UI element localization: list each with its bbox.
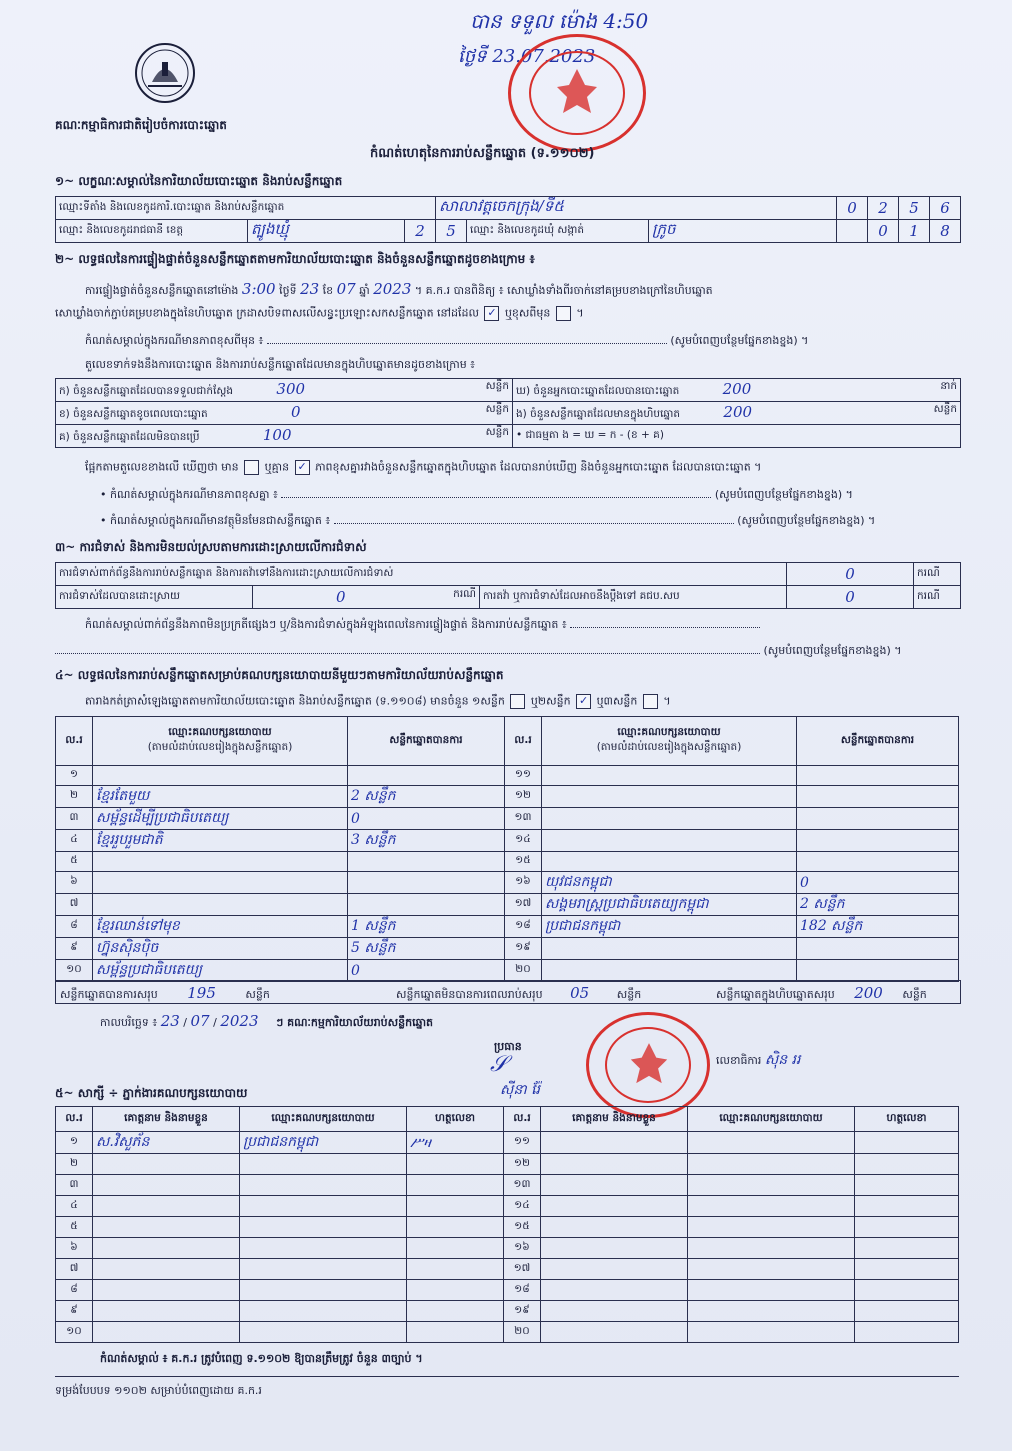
commune-code-2: 1 (899, 220, 930, 243)
table-row (56, 1154, 959, 1175)
witness-name (541, 1259, 688, 1280)
inbox-label: ង) ចំនួនសន្លឹកឆ្នោតដែលមានក្នុងហិបឆ្នោត (516, 408, 681, 420)
different-checkbox[interactable] (556, 306, 571, 321)
witness-signature (407, 1322, 504, 1343)
table-row (56, 894, 959, 916)
verification-text-d: ឆ្នាំ (359, 284, 370, 297)
party-votes (348, 852, 505, 872)
document-title: កំណត់ហេតុនៃការរាប់សន្លឹកឆ្នោត (ទ.១១០២) (370, 146, 595, 161)
station-code-2: 2 (868, 197, 899, 220)
witness-name: ស.វិសួភ័ន (93, 1132, 240, 1154)
voters-value: 200 (722, 380, 752, 398)
witness-party (240, 1238, 407, 1259)
one-sheet-checkbox[interactable] (510, 694, 525, 709)
resolved-value: 0 (336, 588, 346, 606)
section2-heading: ២~ លទ្ធផលនៃការផ្ទៀងផ្ទាត់ចំនួនសន្លឹកឆ្នោតតាមការិយាល័យបោះឆ្នោត និងចំនួនសន្លឹកឆ្នោតដូចខាងក្រោម ៖ (55, 252, 535, 266)
party-votes: 0 (797, 872, 959, 894)
province-label: ឈ្មោះ និងលេខកូដរាជធានី ខេត្ត (56, 220, 248, 243)
table-row (56, 872, 959, 894)
row-no: ១ (56, 766, 93, 786)
footer-divider (55, 1376, 959, 1377)
date-year: 2023 (220, 1012, 259, 1030)
total-valid-value: 195 (187, 984, 216, 1002)
row-no: ៦ (56, 1238, 93, 1259)
station-label: ឈ្មោះទីតាំង និងលេខកូដការិ.បោះឆ្នោត និងរាប់សន្លឹកឆ្នោត (56, 197, 436, 220)
witness-party (240, 1280, 407, 1301)
party-name (542, 766, 797, 786)
witness-party (688, 1196, 855, 1217)
party-name: សង្គមរាស្ត្រប្រជាធិបតេយ្យកម្ពុជា (542, 894, 797, 916)
witness-name (541, 1322, 688, 1343)
party-name (93, 872, 348, 894)
row-no: ១២ (505, 786, 542, 808)
party-votes: 3 សន្លឹក (348, 830, 505, 852)
chair-label: ប្រធាន (494, 1040, 522, 1053)
objections-table: ការជំទាស់ពាក់ព័ន្ធនឹងការរាប់សន្លឹកឆ្នោត និងការតវ៉ាទៅនឹងការដោះស្រាយលើការជំទាស់ 0 ករណី ការជំទាស់ដែលបានដោះស្រាយ 0 ករណី ការតវ៉ា ឬការជំទាស់ដែលអាចនឹងប្តឹងទៅ គជប.សប 0 ករណី (55, 562, 961, 609)
row-no: ៨ (56, 1280, 93, 1301)
witness-party (688, 1238, 855, 1259)
row-no: ៥ (56, 1217, 93, 1238)
figures-intro: តួលេខទាក់ទងនឹងការបោះឆ្នោត និងការរាប់សន្លឹកឆ្នោតដែលមានក្នុងហិបឆ្នោតមានដូចខាងក្រោម ៖ (85, 358, 476, 371)
received-label: ក) ចំនួនសន្លឹកឆ្នោតដែលបានទទួលជាក់ស្តែង (59, 385, 234, 397)
party-votes: 182 សន្លឹក (797, 916, 959, 938)
party-name (542, 830, 797, 852)
station-code-4: 6 (930, 197, 961, 220)
objection-value: 0 (787, 563, 914, 586)
witness-name (93, 1196, 240, 1217)
discrepancy-text-b: ឬគ្មាន (264, 460, 290, 474)
two-sheets-checkbox[interactable]: ✓ (576, 694, 591, 709)
nec-logo (134, 42, 196, 104)
party-votes: 2 សន្លឹក (348, 786, 505, 808)
secretary-name: ស៊ិន ររ (764, 1052, 801, 1068)
appeal-value: 0 (787, 586, 914, 609)
row-no: ១៩ (505, 938, 542, 960)
witness-name (93, 1280, 240, 1301)
verification-month: 07 (336, 280, 356, 298)
party-votes (797, 960, 959, 982)
table-row (56, 808, 959, 830)
witness-party (688, 1322, 855, 1343)
witness-name (541, 1132, 688, 1154)
section4-heading: ៤~ លទ្ធផលនៃការរាប់សន្លឹកឆ្នោតសម្រាប់គណបក្សនយោបាយនីមួយៗតាមការិយាល័យរាប់សន្លឹកឆ្នោត (55, 668, 504, 682)
commune-label: ឈ្មោះ និងលេខកូដឃុំ សង្កាត់ (467, 220, 649, 243)
row-no: ១៥ (504, 1217, 541, 1238)
row-no: ៣ (56, 1175, 93, 1196)
witness-party (688, 1280, 855, 1301)
table-row (56, 916, 959, 938)
party-votes (797, 766, 959, 786)
table-row (56, 1217, 959, 1238)
commune-code-1: 0 (868, 220, 899, 243)
witness-name (93, 1301, 240, 1322)
witness-party (688, 1154, 855, 1175)
witness-name (541, 1175, 688, 1196)
witness-signature (407, 1238, 504, 1259)
party-votes (348, 894, 505, 916)
appeal-label: ការតវ៉ា ឬការជំទាស់ដែលអាចនឹងប្តឹងទៅ គជប.សប (480, 586, 787, 609)
witness-signature (855, 1322, 959, 1343)
witness-name (541, 1217, 688, 1238)
witness-name (541, 1238, 688, 1259)
discrepancy-text-a: ផ្អែកតាមតួលេខខាងលើ ឃើញថា មាន (85, 460, 239, 474)
party-votes (348, 766, 505, 786)
unused-value: 100 (262, 426, 292, 444)
party-name (542, 938, 797, 960)
row-no: ១ (56, 1132, 93, 1154)
witness-party (688, 1301, 855, 1322)
witness-party (688, 1175, 855, 1196)
total-inbox-value: 200 (854, 984, 883, 1002)
row-no: ១៤ (504, 1196, 541, 1217)
row-no: ៧ (56, 894, 93, 916)
witness-signature (855, 1196, 959, 1217)
witness-signature (855, 1154, 959, 1175)
row-no: ១៨ (504, 1280, 541, 1301)
voters-label: ឃ) ចំនួនអ្នកបោះឆ្នោតដែលបានបោះឆ្នោត (516, 385, 680, 397)
section1-heading: ១~ លក្ខណៈសម្គាល់នៃការិយាល័យបោះឆ្នោត និងរាប់សន្លឹកឆ្នោត (55, 174, 343, 188)
row-no: ៧ (56, 1259, 93, 1280)
verification-text-e: ។ គ.ក.រ បានពិនិត្យ ៖ សោឃ្លាំងទាំងពីរចាក់នៅគម្របខាងក្រៅនៃហិបឆ្នោត (414, 284, 713, 297)
unused-label: គ) ចំនួនសន្លឹកឆ្នោតដែលមិនបានប្រើ (59, 431, 200, 443)
seal-text: សោឃ្លាំងចាក់ភ្ជាប់គម្របខាងក្នុងនៃហិបឆ្នោត ក្រដាសបិទពាសលើសន្ធ្វះប្រឡោះសកសន្លឹកឆ្នោត នៅដដែល (55, 306, 479, 320)
witness-name (93, 1154, 240, 1175)
row-no: ២០ (505, 960, 542, 982)
inbox-value: 200 (723, 403, 753, 421)
party-name (542, 786, 797, 808)
date-line: កាលបរិច្ឆេទ ៖ 23 / 07 / 2023 ៗ គណៈកម្មការិយាល័យរាប់សន្លឹកឆ្នោត (100, 1012, 434, 1030)
row-no: ៩ (56, 1301, 93, 1322)
received-value: 300 (276, 380, 306, 398)
witness-name (93, 1217, 240, 1238)
row-no: ១៩ (504, 1301, 541, 1322)
party-votes: 5 សន្លឹក (348, 938, 505, 960)
witness-party (240, 1217, 407, 1238)
discrepancy-text-c: ភាពខុសគ្នារវាងចំនួនសន្លឹកឆ្នោតក្នុងហិបឆ្នោត ដែលបានរាប់ឃើញ និងចំនួនអ្នកបោះឆ្នោត ដែលបានបោះឆ្នោត ។ (315, 460, 762, 474)
party-votes (797, 786, 959, 808)
seal-line: សោឃ្លាំងចាក់ភ្ជាប់គម្របខាងក្នុងនៃហិបឆ្នោត ក្រដាសបិទពាសលើសន្ធ្វះប្រឡោះសកសន្លឹកឆ្នោត នៅដដែល ✓ ឬខុសពីមុន ។ (55, 306, 584, 320)
province-code-2: 5 (436, 220, 467, 243)
formula: • ជាធម្មតា ង = ឃ = ក - (ខ + គ) (513, 425, 961, 448)
party-name (542, 852, 797, 872)
witness-party (688, 1132, 855, 1154)
bullet-foreign-object: • កំណត់សម្គាល់ក្នុងករណីមានវត្ថុមិនមែនជាសន្លឹកឆ្នោត ៖ (សូមបំពេញបន្ថែមផ្នែកខាងខ្នង) ។ (100, 514, 876, 527)
station-value: សាលាវត្តចេកក្រុង/ទី៥ (436, 197, 837, 220)
row-no: ៩ (56, 938, 93, 960)
witness-party (240, 1259, 407, 1280)
witness-signature (407, 1301, 504, 1322)
row-no: ៤ (56, 830, 93, 852)
witness-name (541, 1301, 688, 1322)
witness-name (93, 1322, 240, 1343)
party-votes: 1 សន្លឹក (348, 916, 505, 938)
row-no: ៦ (56, 872, 93, 894)
row-no: ១៦ (504, 1238, 541, 1259)
spoiled-value: 0 (291, 403, 301, 421)
party-votes: 0 (348, 960, 505, 982)
handwritten-receipt-date: ថ្ងៃទី 23.07.2023 (458, 46, 596, 67)
table-row (56, 786, 959, 808)
three-sheets-checkbox[interactable] (643, 694, 658, 709)
table-row (56, 1301, 959, 1322)
difference-note-label: កំណត់សម្គាល់ក្នុងករណីមានភាពខុសពីមុន ៖ (85, 334, 264, 347)
witness-signature (855, 1175, 959, 1196)
party-name: ខ្មែរតែមួយ (93, 786, 348, 808)
witness-table: ល.រ គោត្តនាម និងនាមខ្លួន ឈ្មោះគណបក្សនយោបាយ ហត្ថលេខា ល.រ គោត្តនាម និងនាមខ្លួន ឈ្មោះគណបក្សនយោបាយ ហត្ថលេខា ១ ស.វិសួភ័ន ប្រជាជនកម្ពុជា ሥዛ ១១ ២ ១២ ៣ ១៣ ៤ ១៤ ៥ ១៥ ៦ ១៦ ៧ ១៧ ៨ ១៨ ៩ ១៩ ១០ ២០ (55, 1106, 959, 1343)
witness-signature (407, 1280, 504, 1301)
province-value: ត្បូងឃ្មុំ (248, 220, 405, 243)
commune-code-3: 8 (930, 220, 961, 243)
table-row (56, 1238, 959, 1259)
verification-day: 23 (300, 280, 320, 298)
date-month: 07 (190, 1012, 210, 1030)
different-text: ឬខុសពីមុន (504, 306, 551, 320)
party-name: ប្រជាជនកម្ពុជា (542, 916, 797, 938)
section5-heading: ៥~ សាក្សី ÷ ភ្នាក់ងារគណបក្សនយោបាយ (55, 1086, 248, 1100)
witness-party (240, 1154, 407, 1175)
witness-name (541, 1280, 688, 1301)
row-no: ១៤ (505, 830, 542, 852)
party-name (93, 766, 348, 786)
witness-signature: ሥዛ (407, 1132, 504, 1154)
witness-party (240, 1301, 407, 1322)
handwritten-receipt-time: បាន ទទួល ម៉ោង 4:50 (470, 9, 649, 33)
table-row (56, 1259, 959, 1280)
witness-name (541, 1196, 688, 1217)
witness-signature (407, 1217, 504, 1238)
spoiled-label: ខ) ចំនួនសន្លឹកឆ្នោតខូចពេលបោះឆ្នោត (59, 408, 208, 420)
witness-signature (855, 1217, 959, 1238)
verification-line (85, 280, 713, 298)
witness-name (541, 1154, 688, 1175)
witness-party: ប្រជាជនកម្ពុជា (240, 1132, 407, 1154)
witness-signature (407, 1175, 504, 1196)
witness-signature (407, 1154, 504, 1175)
difference-note-line (85, 334, 955, 347)
party-name: ហ្វ៊ុនស៊ិនប៉ិច (93, 938, 348, 960)
witness-party (688, 1259, 855, 1280)
section3-heading: ៣~ ការជំទាស់ និងការមិនយល់ស្របតាមការដោះស្រាយលើការជំទាស់ (55, 540, 367, 554)
witness-name (93, 1175, 240, 1196)
results-table: ល.រ ឈ្មោះគណបក្សនយោបាយ (តាមលំដាប់លេខរៀងក្នុងសន្លឹកឆ្នោត) សន្លឹកឆ្នោតបានការ ល.រ ឈ្មោះគណបក្សនយោបាយ (តាមលំដាប់លេខរៀងក្នុងសន្លឹកឆ្នោត) សន្លឹកឆ្នោតបានការ ១ ១១ ២ ខ្មែរតែមួយ 2 សន្លឹក ១២ ៣ សម្ព័ន្ធដើម្បីប្រជាធិបតេយ្យ 0 ១៣ ៤ ខ្មែររួបរួមជាតិ 3 សន្លឹក ១៤ ៥ ១៥ ៦ ១៦ យុវជនកម្ពុជា 0 ៧ ១៧ សង្គមរាស្ត្រប្រជាធិបតេយ្យកម្ពុជា 2 សន្លឹក ៨ ខ្មែរឈាន់ទៅមុខ 1 សន្លឹក ១៨ ប្រជាជនកម្ពុជា 182 សន្លឹក ៩ ហ្វ៊ុនស៊ិនប៉ិច 5 សន្លឹក ១៩ ១០ សម្ព័ន្ធប្រជាធិបតេយ្យ 0 ២០ (55, 716, 959, 982)
row-no: ៤ (56, 1196, 93, 1217)
irregularity-fill: (សូមបំពេញបន្ថែមផ្នែកខាងខ្នង) ។ (55, 644, 955, 657)
party-votes (797, 830, 959, 852)
same-checkbox[interactable]: ✓ (484, 306, 499, 321)
row-no: ១០ (56, 960, 93, 982)
verification-text-b: ថ្ងៃទី (279, 284, 297, 297)
witness-party (240, 1322, 407, 1343)
table-row (56, 1280, 959, 1301)
table-row (56, 960, 959, 982)
row-no: ១២ (504, 1154, 541, 1175)
row-no: ៥ (56, 852, 93, 872)
party-name (93, 894, 348, 916)
table-row (56, 766, 959, 786)
resolved-label: ការជំទាស់ដែលបានដោះស្រាយ (56, 586, 253, 609)
party-votes: 0 (348, 808, 505, 830)
witness-signature (855, 1132, 959, 1154)
witness-party (240, 1196, 407, 1217)
row-no: ៣ (56, 808, 93, 830)
table-row (56, 1175, 959, 1196)
witness-party (240, 1175, 407, 1196)
witness-name (93, 1238, 240, 1259)
secretary-line: លេខាធិការ ស៊ិន ររ (716, 1052, 801, 1068)
party-name: យុវជនកម្ពុជា (542, 872, 797, 894)
row-no: ២ (56, 1154, 93, 1175)
party-name: ខ្មែរឈាន់ទៅមុខ (93, 916, 348, 938)
row-no: ១៦ (505, 872, 542, 894)
chair-name: សុីនា រ៉ែ (500, 1082, 540, 1098)
party-votes (797, 938, 959, 960)
row-no: ១១ (504, 1132, 541, 1154)
verification-year: 2023 (373, 280, 412, 298)
row-no: ៨ (56, 916, 93, 938)
row-no: ១៧ (504, 1259, 541, 1280)
date-day: 23 (160, 1012, 180, 1030)
party-votes: 2 សន្លឹក (797, 894, 959, 916)
party-name: ខ្មែររួបរួមជាតិ (93, 830, 348, 852)
station-code-1: 0 (837, 197, 868, 220)
witness-signature (855, 1280, 959, 1301)
party-name: សម្ព័ន្ធប្រជាធិបតេយ្យ (93, 960, 348, 982)
chair-signature: 𝒮 (490, 1052, 508, 1077)
witness-note: កំណត់សម្គាល់ ៖ គ.ក.រ ត្រូវបំពេញ ទ.១១០២ ឱ្យបានត្រឹមត្រូវ ចំនួន ៣ច្បាប់ ។ (100, 1352, 423, 1365)
party-votes (797, 852, 959, 872)
row-no: ១៣ (505, 808, 542, 830)
party-name (542, 960, 797, 982)
party-votes (348, 872, 505, 894)
discrepancy-line (85, 460, 761, 475)
table-row (56, 830, 959, 852)
witness-party (688, 1217, 855, 1238)
witness-signature (407, 1196, 504, 1217)
party-name (542, 808, 797, 830)
row-no: ២ (56, 786, 93, 808)
totals-line: សន្លឹកឆ្នោតបានការសរុប 195 សន្លឹក សន្លឹកឆ្នោតមិនបានការពេលរាប់សរុប 05 សន្លឹក សន្លឹកឆ្នោតក្នុងហិបឆ្នោតសរុប 200 សន្លឹក (55, 980, 961, 1004)
verification-text-a: ការផ្ទៀងផ្ទាត់ចំនួនសន្លឹកឆ្នោតនៅម៉ោង (85, 284, 239, 297)
official-stamp-bottom (586, 1012, 710, 1118)
table-row (56, 1196, 959, 1217)
commune-value: ក្រូច (649, 220, 837, 243)
table-row (56, 1132, 959, 1154)
witness-signature (855, 1301, 959, 1322)
figures-table: ក) ចំនួនសន្លឹកឆ្នោតដែលបានទទួលជាក់ស្តែង 300 សន្លឹក ឃ) ចំនួនអ្នកបោះឆ្នោតដែលបានបោះឆ្នោត 200 នាក់ ខ) ចំនួនសន្លឹកឆ្នោតខូចពេលបោះឆ្នោត 0 សន្លឹក ង) ចំនួនសន្លឹកឆ្នោតដែលមានក្នុងហិបឆ្នោត 200 សន្លឹក គ) ចំនួនសន្លឹកឆ្នោតដែលមិនបានប្រើ 100 សន្លឹក • ជាធម្មតា ង = ឃ = ក - (ខ + គ) (55, 378, 961, 448)
station-code-3: 5 (899, 197, 930, 220)
row-no: ១៣ (504, 1175, 541, 1196)
province-code-1: 2 (405, 220, 436, 243)
witness-signature (407, 1259, 504, 1280)
no-discrepancy-checkbox[interactable]: ✓ (295, 460, 310, 475)
objection-label: ការជំទាស់ពាក់ព័ន្ធនឹងការរាប់សន្លឹកឆ្នោត និងការតវ៉ាទៅនឹងការដោះស្រាយលើការជំទាស់ (56, 563, 787, 586)
bullet-difference: • កំណត់សម្គាល់ក្នុងករណីមានភាពខុសគ្នា ៖ (សូមបំពេញបន្ថែមផ្នែកខាងខ្នង) ។ (100, 488, 853, 501)
official-stamp-top (508, 34, 646, 152)
witness-signature (855, 1238, 959, 1259)
row-no: ១៥ (505, 852, 542, 872)
has-discrepancy-checkbox[interactable] (244, 460, 259, 475)
row-no: ១១ (505, 766, 542, 786)
verification-text-c: ខែ (322, 284, 334, 297)
section1-table (55, 196, 961, 243)
footer-text: ទម្រង់បែបបទ ១១០២ សម្រាប់បំពេញដោយ គ.ក.រ (55, 1384, 262, 1397)
row-no: ១៧ (505, 894, 542, 916)
verification-time: 3:00 (241, 280, 276, 298)
irregularity-note: កំណត់សម្គាល់ពាក់ព័ន្ធនឹងភាពមិនប្រក្រតីផ្សេងៗ ឬ/និងការជំទាស់ក្នុងអំឡុងពេលនៃការផ្ទៀងផ្ទាត់ និងការរាប់សន្លឹកឆ្នោត ៖ (85, 618, 955, 631)
total-invalid-value: 05 (570, 984, 590, 1002)
witness-name (93, 1259, 240, 1280)
table-row (56, 852, 959, 872)
witness-signature (855, 1259, 959, 1280)
tally-intro: តារាងកត់ត្រាសំឡេងឆ្នោតតាមការិយាល័យបោះឆ្នោត និងរាប់សន្លឹកឆ្នោត (ទ.១១០៨) មានចំនួន ១សន្លឹក ឬ២សន្លឹក ✓ ឬ៣សន្លឹក ។ (85, 694, 671, 708)
org-name: គណៈកម្មាធិការជាតិរៀបចំការបោះឆ្នោត (55, 118, 227, 132)
party-votes (797, 808, 959, 830)
difference-note-fill: (សូមបំពេញបន្ថែមផ្នែកខាងខ្នង) ។ (670, 334, 809, 347)
party-name: សម្ព័ន្ធដើម្បីប្រជាធិបតេយ្យ (93, 808, 348, 830)
row-no: ១០ (56, 1322, 93, 1343)
row-no: ២០ (504, 1322, 541, 1343)
table-row (56, 1322, 959, 1343)
table-row (56, 938, 959, 960)
row-no: ១៨ (505, 916, 542, 938)
party-name (93, 852, 348, 872)
